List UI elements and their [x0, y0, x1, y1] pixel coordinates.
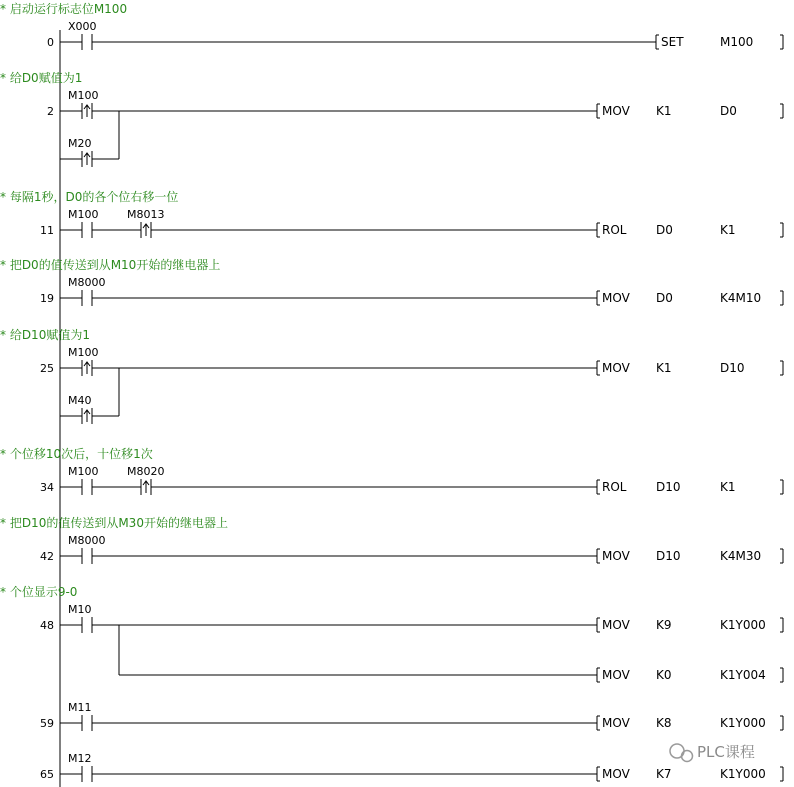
contact-label: M10 — [68, 603, 92, 616]
instruction-mov[interactable] — [597, 361, 745, 375]
watermark — [670, 743, 755, 762]
instruction-arg: D0 — [656, 223, 673, 237]
step-number: 34 — [40, 481, 54, 494]
instruction-arg: K1Y004 — [720, 668, 766, 682]
contact-label: M100 — [68, 346, 99, 359]
rung-42 — [0, 515, 761, 564]
instruction-rol[interactable] — [597, 480, 736, 494]
contact-M8000[interactable] — [68, 276, 106, 306]
rung-comment: * 个位移10次后，十位移1次 — [0, 447, 153, 461]
instruction-arg: K1Y000 — [720, 767, 766, 781]
instruction-op: SET — [661, 35, 684, 49]
contact-M100[interactable] — [68, 208, 99, 238]
contact-M40[interactable] — [68, 394, 92, 424]
rung-comment: * 把D10的值传送到从M30开始的继电器上 — [0, 516, 228, 530]
instruction-arg: D10 — [720, 361, 745, 375]
step-number: 11 — [40, 224, 54, 237]
rung-59 — [40, 701, 766, 731]
rung-comment: * 给D0赋值为1 — [0, 71, 83, 85]
instruction-op: ROL — [602, 223, 627, 237]
contact-X000[interactable] — [68, 20, 97, 50]
instruction-arg: K1 — [720, 223, 736, 237]
step-number: 25 — [40, 362, 54, 375]
contact-label: M100 — [68, 89, 99, 102]
contact-M11[interactable] — [68, 701, 92, 731]
instruction-arg: K4M10 — [720, 291, 762, 305]
step-number: 48 — [40, 619, 54, 632]
contact-M10[interactable] — [68, 603, 92, 633]
step-number: 65 — [40, 768, 54, 781]
contact-label: X000 — [68, 20, 97, 33]
contact-M100[interactable] — [68, 89, 99, 119]
contact-M20[interactable] — [68, 137, 92, 167]
rung-comment: * 个位显示9-0 — [0, 585, 78, 599]
contact-label: M20 — [68, 137, 92, 150]
step-number: 59 — [40, 717, 54, 730]
step-number: 2 — [47, 105, 54, 118]
instruction-op: ROL — [602, 480, 627, 494]
contact-label: M8020 — [127, 465, 165, 478]
contact-label: M11 — [68, 701, 92, 714]
instruction-arg: K4M30 — [720, 549, 762, 563]
instruction-arg: K9 — [656, 618, 672, 632]
instruction-arg: K8 — [656, 716, 672, 730]
instruction-arg: K7 — [656, 767, 672, 781]
instruction-mov[interactable] — [597, 104, 737, 118]
rung-2 — [0, 70, 737, 167]
instruction-op: MOV — [602, 618, 630, 632]
instruction-op: MOV — [602, 668, 630, 682]
instruction-mov[interactable] — [597, 767, 766, 781]
instruction-arg: K1Y000 — [720, 716, 766, 730]
rung-comment: * 每隔1秒，D0的各个位右移一位 — [0, 190, 179, 204]
rung-25 — [0, 327, 745, 424]
step-number: 19 — [40, 292, 54, 305]
contact-label: M100 — [68, 208, 99, 221]
contact-M8000[interactable] — [68, 534, 106, 564]
contact-label: M40 — [68, 394, 92, 407]
instruction-mov[interactable] — [597, 549, 761, 563]
right-power-rail — [780, 35, 783, 781]
contact-label: M8000 — [68, 534, 106, 547]
instruction-arg: D0 — [656, 291, 673, 305]
instruction-arg: D10 — [656, 480, 681, 494]
instruction-op: MOV — [602, 104, 630, 118]
contact-M8013[interactable] — [127, 208, 165, 238]
contact-label: M12 — [68, 752, 92, 765]
rung-65 — [40, 752, 766, 782]
instruction-mov[interactable] — [597, 668, 766, 682]
wechat-logo-icon — [670, 744, 693, 762]
step-number: 0 — [47, 36, 54, 49]
contact-label: M100 — [68, 465, 99, 478]
contact-label: M8000 — [68, 276, 106, 289]
instruction-mov[interactable] — [597, 618, 766, 632]
instruction-set[interactable] — [656, 35, 753, 49]
instruction-op: MOV — [602, 767, 630, 781]
rung-19 — [0, 257, 761, 306]
instruction-arg: M100 — [720, 35, 754, 49]
instruction-arg: K1 — [656, 361, 672, 375]
instruction-arg: K1 — [656, 104, 672, 118]
instruction-arg: K0 — [656, 668, 672, 682]
instruction-op: MOV — [602, 716, 630, 730]
contact-M100[interactable] — [68, 346, 99, 376]
rung-comment: * 给D10赋值为1 — [0, 328, 90, 342]
instruction-op: MOV — [602, 549, 630, 563]
instruction-arg: D0 — [720, 104, 737, 118]
instruction-op: MOV — [602, 361, 630, 375]
instruction-arg: D10 — [656, 549, 681, 563]
contact-M12[interactable] — [68, 752, 92, 782]
instruction-arg: K1Y000 — [720, 618, 766, 632]
step-number: 42 — [40, 550, 54, 563]
instruction-mov[interactable] — [597, 716, 766, 730]
watermark-text: PLC课程 — [697, 743, 755, 761]
rung-34 — [0, 446, 736, 495]
contact-M100[interactable] — [68, 465, 99, 495]
contact-M8020[interactable] — [127, 465, 165, 495]
rung-comment: * 把D0的值传送到从M10开始的继电器上 — [0, 258, 221, 272]
rung-comment: * 启动运行标志位M100 — [0, 2, 128, 16]
instruction-op: MOV — [602, 291, 630, 305]
instruction-rol[interactable] — [597, 223, 736, 237]
instruction-mov[interactable] — [597, 291, 761, 305]
instruction-arg: K1 — [720, 480, 736, 494]
rung-11 — [0, 189, 736, 238]
contact-label: M8013 — [127, 208, 165, 221]
rung-48 — [0, 585, 766, 682]
rung-0 — [0, 1, 753, 50]
